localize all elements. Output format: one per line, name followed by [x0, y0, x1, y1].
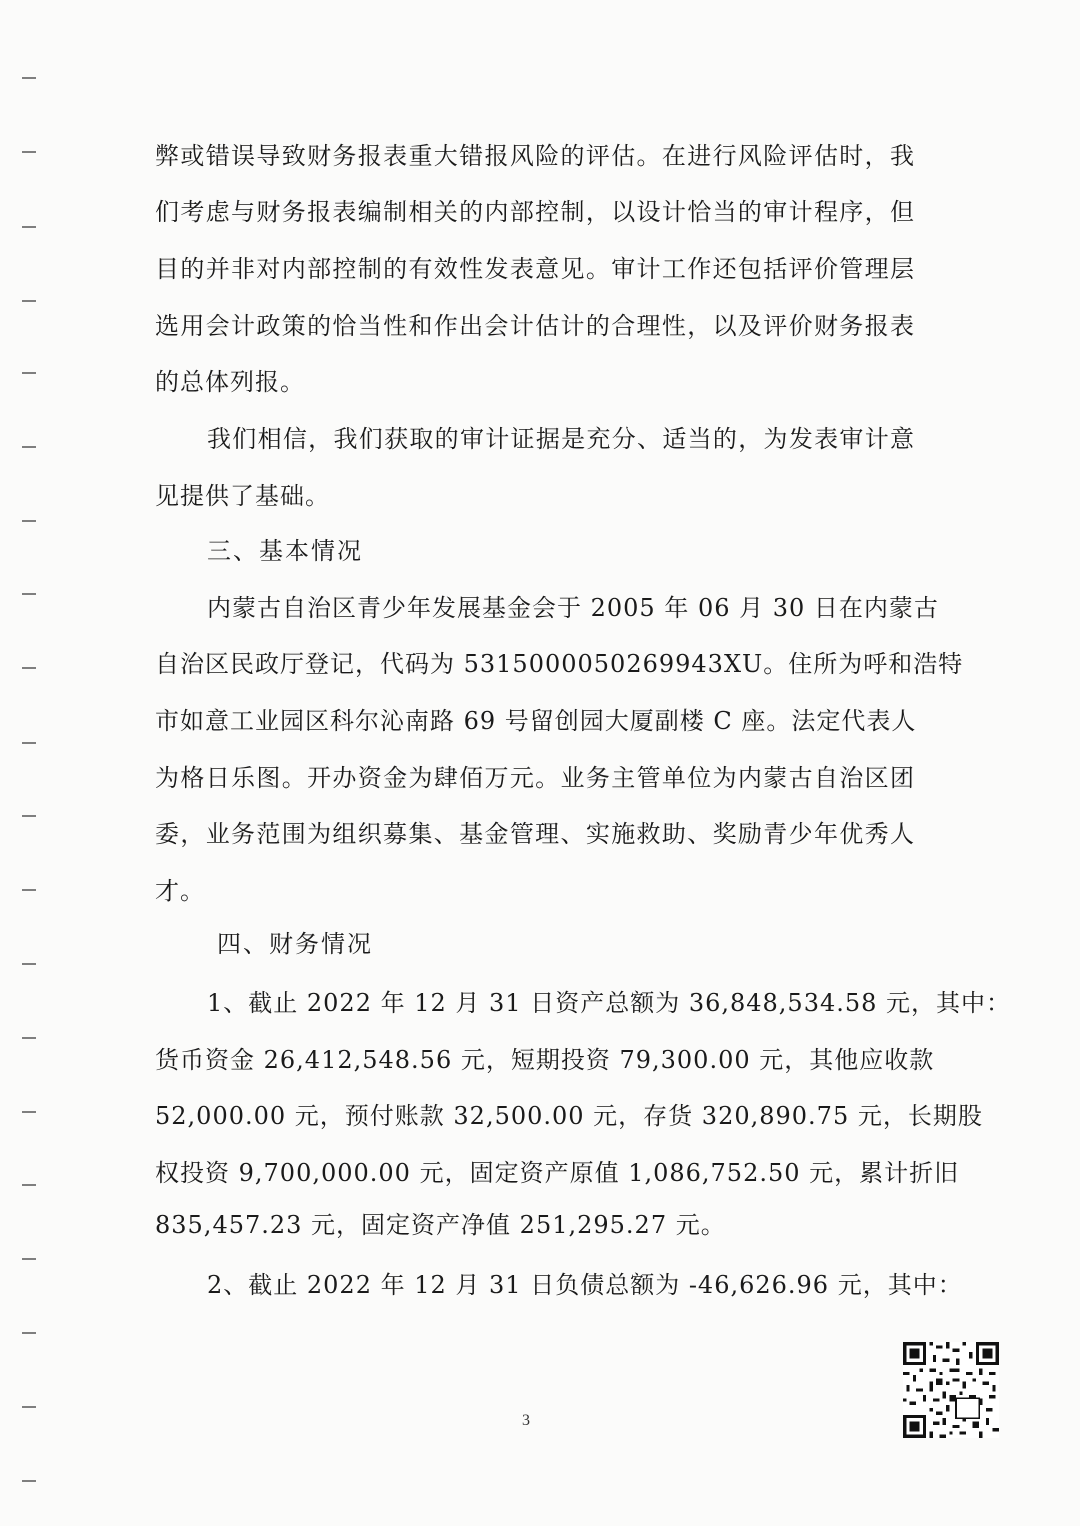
margin-tick — [22, 1037, 36, 1039]
paragraph-line: 2、截止 2022 年 12 月 31 日负债总额为 -46,626.96 元，其中： — [207, 1271, 963, 1299]
margin-tick — [22, 372, 36, 374]
paragraph-line: 52,000.00 元，预付账款 32,500.00 元，存货 320,890.75 元，长期股 — [155, 1102, 983, 1130]
paragraph-line: 的总体列报。 — [155, 368, 305, 396]
margin-tick — [22, 667, 36, 669]
margin-tick — [22, 1258, 36, 1260]
margin-tick — [22, 77, 36, 79]
paragraph-line: 权投资 9,700,000.00 元，固定资产原值 1,086,752.50 元，累计折旧 — [155, 1159, 960, 1187]
margin-tick — [22, 151, 36, 153]
margin-tick — [22, 446, 36, 448]
paragraph-line: 目的并非对内部控制的有效性发表意见。审计工作还包括评价管理层 — [155, 255, 915, 283]
paragraph-line: 内蒙古自治区青少年发展基金会于 2005 年 06 月 30 日在内蒙古 — [207, 594, 939, 622]
paragraph-line: 市如意工业园区科尔沁南路 69 号留创园大厦副楼 C 座。法定代表人 — [155, 707, 917, 735]
section-heading-basic-info: 三、基本情况 — [207, 537, 363, 565]
paragraph-line: 我们相信，我们获取的审计证据是充分、适当的，为发表审计意 — [207, 425, 915, 453]
margin-tick — [22, 1184, 36, 1186]
paragraph-line: 见提供了基础。 — [155, 482, 330, 510]
margin-tick — [22, 520, 36, 522]
margin-binding-marks — [22, 0, 42, 1526]
margin-tick — [22, 742, 36, 744]
paragraph-line: 835,457.23 元，固定资产净值 251,295.27 元。 — [155, 1211, 726, 1239]
margin-tick — [22, 226, 36, 228]
margin-tick — [22, 1406, 36, 1408]
margin-tick — [22, 1111, 36, 1113]
paragraph-line: 自治区民政厅登记，代码为 5315000050269943XU。住所为呼和浩特 — [155, 650, 964, 678]
paragraph-line: 为格日乐图。开办资金为肆佰万元。业务主管单位为内蒙古自治区团 — [155, 764, 915, 792]
page-number: 3 — [522, 1412, 530, 1429]
paragraph-line: 才。 — [155, 877, 205, 905]
paragraph-line: 1、截止 2022 年 12 月 31 日资产总额为 36,848,534.58 元，其中： — [207, 989, 1012, 1017]
margin-tick — [22, 963, 36, 965]
paragraph-line: 货币资金 26,412,548.56 元，短期投资 79,300.00 元，其他应收款 — [155, 1046, 935, 1074]
margin-tick — [22, 1480, 36, 1482]
margin-tick — [22, 300, 36, 302]
paragraph-line: 委，业务范围为组织募集、基金管理、实施救助、奖励青少年优秀人 — [155, 820, 915, 848]
margin-tick — [22, 889, 36, 891]
margin-tick — [22, 593, 36, 595]
section-heading-financial: 四、财务情况 — [217, 930, 373, 958]
margin-tick — [22, 815, 36, 817]
qr-code-icon — [903, 1342, 999, 1438]
paragraph-line: 选用会计政策的恰当性和作出会计估计的合理性，以及评价财务报表 — [155, 312, 915, 340]
margin-tick — [22, 1332, 36, 1334]
paragraph-line: 弊或错误导致财务报表重大错报风险的评估。在进行风险评估时，我 — [155, 142, 915, 170]
paragraph-line: 们考虑与财务报表编制相关的内部控制，以设计恰当的审计程序，但 — [155, 198, 915, 226]
